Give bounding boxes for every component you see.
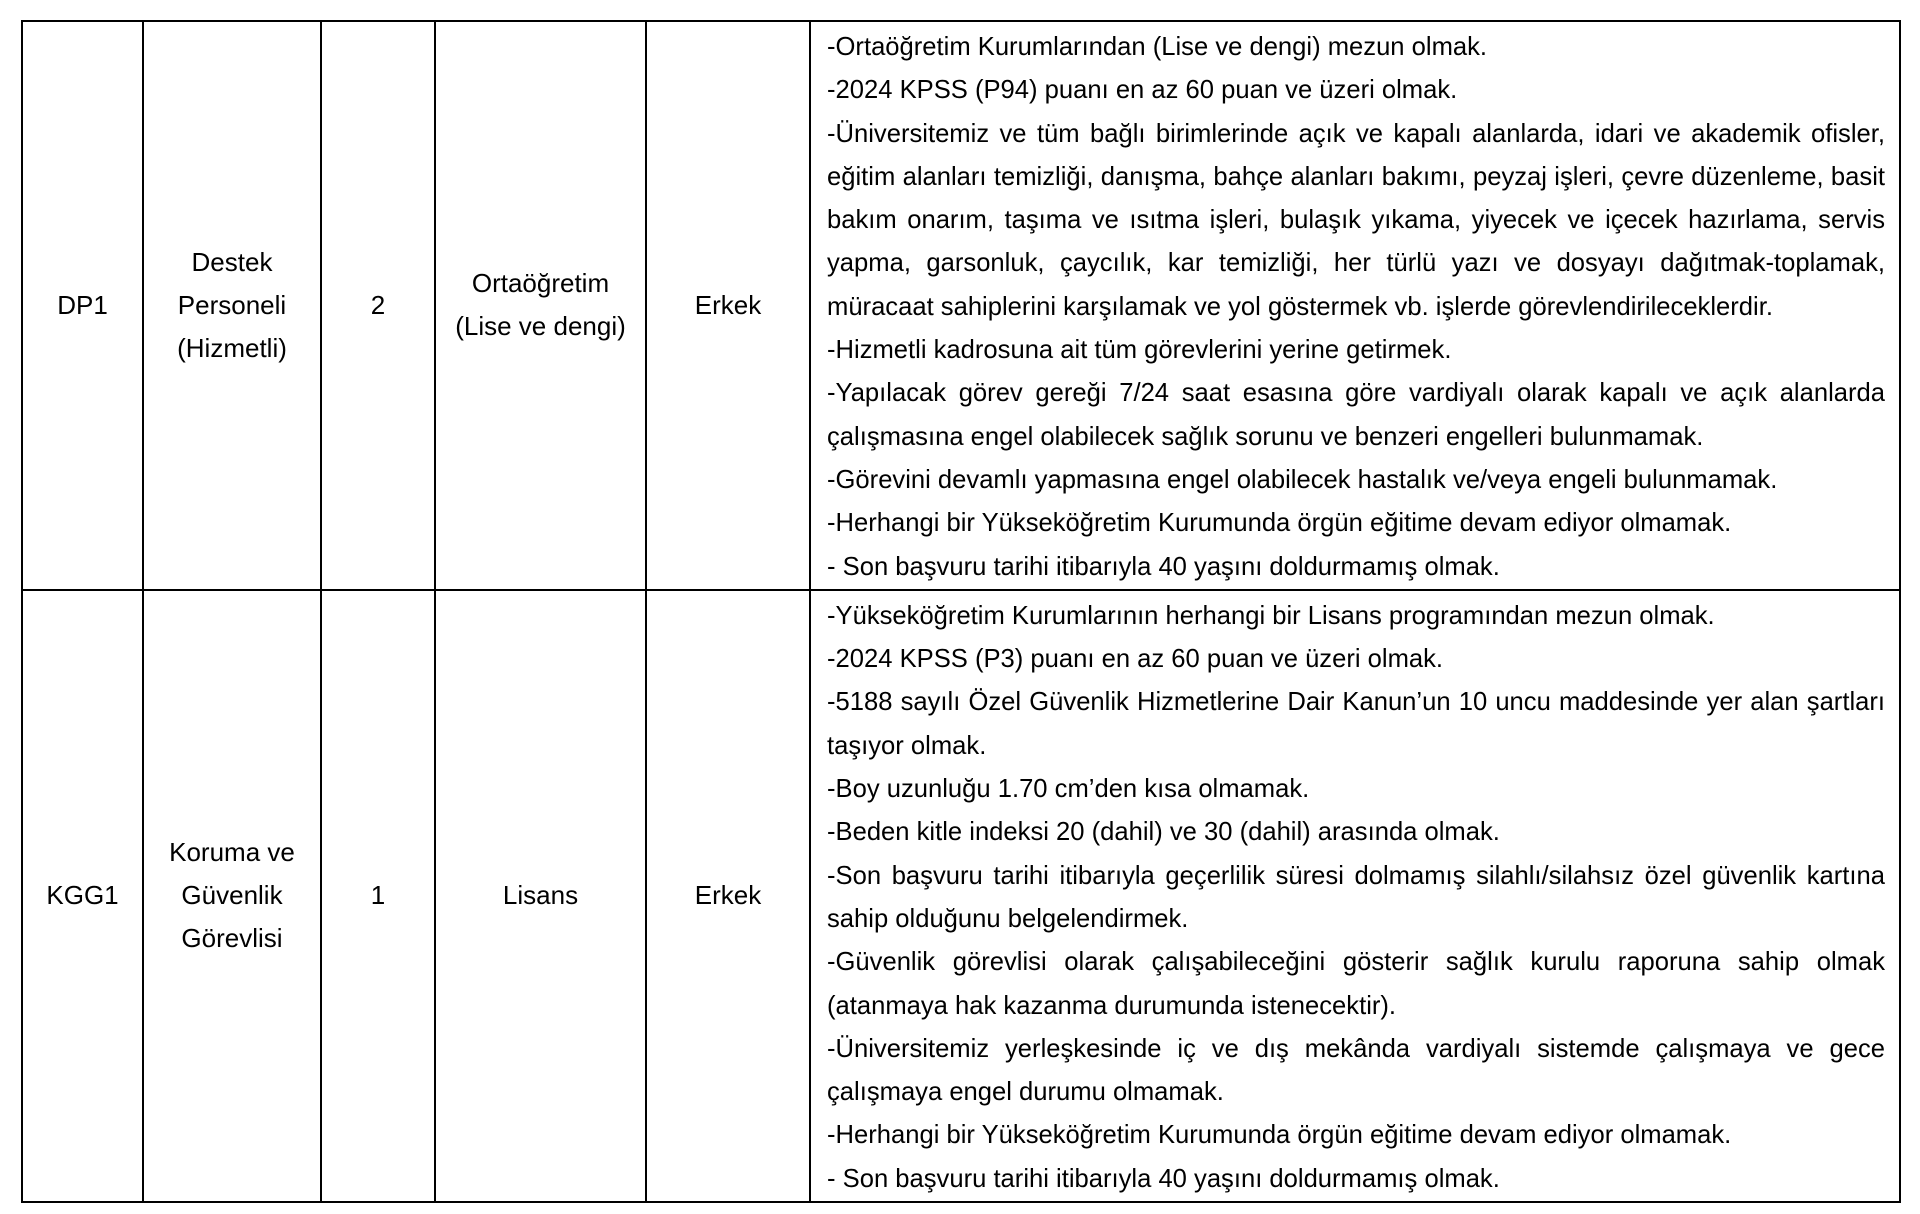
requirement-item: -Ortaöğretim Kurumlarından (Lise ve dengi) mezun olmak. bbox=[827, 33, 1488, 61]
position-title-line: Koruma ve bbox=[169, 837, 295, 868]
position-count: 1 bbox=[370, 880, 386, 911]
position-title-line: (Hizmetli) bbox=[177, 332, 287, 363]
position-title-line: Destek bbox=[191, 246, 273, 277]
table-row bbox=[22, 21, 1900, 590]
requirements-cell bbox=[810, 21, 1900, 590]
requirement-item: -5188 sayılı Özel Güvenlik Hizmetlerine Dair Kanun’un 10 uncu maddesinde yer alan şartları taşıyor olmak. bbox=[827, 688, 1885, 760]
gender: Erkek bbox=[694, 880, 762, 911]
requirement-item: - Son başvuru tarihi itibarıyla 40 yaşını doldurmamış olmak. bbox=[827, 552, 1500, 581]
requirement-item: -Herhangi bir Yükseköğretim Kurumunda örgün eğitime devam ediyor olmamak. bbox=[827, 1121, 1732, 1150]
requirement-item: - Son başvuru tarihi itibarıyla 40 yaşını doldurmamış olmak. bbox=[827, 1164, 1500, 1193]
position-title-line: Güvenlik bbox=[181, 880, 283, 911]
gender-cell bbox=[646, 21, 810, 590]
education-level-cell bbox=[435, 21, 646, 590]
position-code-cell bbox=[22, 590, 143, 1202]
requirement-item: -Hizmetli kadrosuna ait tüm görevlerini yerine getirmek. bbox=[827, 336, 1452, 365]
position-code-cell bbox=[22, 21, 143, 590]
position-count: 2 bbox=[370, 289, 386, 320]
requirement-item: -Son başvuru tarihi itibarıyla geçerlilik süresi dolmamış silahlı/silahsız özel güvenlik kartına sahip olduğunu belgelendirmek. bbox=[827, 861, 1885, 933]
gender: Erkek bbox=[694, 289, 762, 320]
position-title-cell bbox=[143, 590, 321, 1202]
table-row bbox=[22, 590, 1900, 1202]
requirement-item: -Güvenlik görevlisi olarak çalışabileceğini gösterir sağlık kurulu raporuna sahip olmak (atanmaya hak kazanma durumunda istenecektir). bbox=[827, 948, 1885, 1020]
requirement-item: -Yükseköğretim Kurumlarının herhangi bir Lisans programından mezun olmak. bbox=[827, 601, 1715, 630]
position-title-line: Personeli bbox=[177, 289, 287, 320]
education-level-cell bbox=[435, 590, 646, 1202]
requirement-item: -Görevini devamlı yapmasına engel olabilecek hastalık ve/veya engeli bulunmamak. bbox=[827, 465, 1778, 494]
position-title-cell bbox=[143, 21, 321, 590]
position-count-cell bbox=[321, 590, 435, 1202]
requirements-cell bbox=[810, 590, 1900, 1202]
requirement-item: -Yapılacak görev gereği 7/24 saat esasına göre vardiyalı olarak kapalı ve açık alanlarda çalışmasına engel olabilecek sağlık sorunu ve benzeri engelleri bulunmamak. bbox=[827, 379, 1885, 451]
education-level-line: Lisans bbox=[502, 880, 579, 911]
requirements-list bbox=[827, 591, 1885, 1201]
position-code: KGG1 bbox=[46, 880, 119, 911]
requirement-item: -Üniversitemiz ve tüm bağlı birimlerinde açık ve kapalı alanlarda, idari ve akademik ofisler, eğitim alanları temizliği, danışma, bahçe alanları bakımı, peyzaj işleri, çevre düzenleme, basit bakım onarım, taşıma ve ısıtma işleri, bulaşık yıkama, yiyecek ve içecek hazırlama, servis yapma, garsonluk, çaycılık, kar temizliği, her türlü yazı ve dosyayı dağıtmak-toplamak, müracaat sahiplerini karşılamak ve yol göstermek vb. işlerde görevlendirileceklerdir. bbox=[827, 119, 1885, 321]
gender-cell bbox=[646, 590, 810, 1202]
requirement-item: -Boy uzunluğu 1.70 cm’den kısa olmamak. bbox=[827, 775, 1310, 804]
education-level-line: (Lise ve dengi) bbox=[455, 311, 626, 342]
requirement-item: -2024 KPSS (P3) puanı en az 60 puan ve üzeri olmak. bbox=[827, 645, 1444, 674]
requirement-item: -Beden kitle indeksi 20 (dahil) ve 30 (dahil) arasında olmak. bbox=[827, 818, 1500, 847]
requirement-item: -2024 KPSS (P94) puanı en az 60 puan ve üzeri olmak. bbox=[827, 76, 1458, 105]
position-code: DP1 bbox=[57, 289, 108, 320]
requirement-item: -Üniversitemiz yerleşkesinde iç ve dış mekânda vardiyalı sistemde çalışmaya ve gece çalışmaya engel durumu olmamak. bbox=[827, 1034, 1885, 1107]
job-positions-table bbox=[21, 20, 1901, 1203]
position-count-cell bbox=[321, 21, 435, 590]
education-level-line: Ortaöğretim bbox=[471, 268, 610, 299]
position-title-line: Görevlisi bbox=[181, 923, 283, 954]
requirement-item: -Herhangi bir Yükseköğretim Kurumunda örgün eğitime devam ediyor olmamak. bbox=[827, 509, 1732, 538]
requirements-list bbox=[827, 22, 1885, 589]
